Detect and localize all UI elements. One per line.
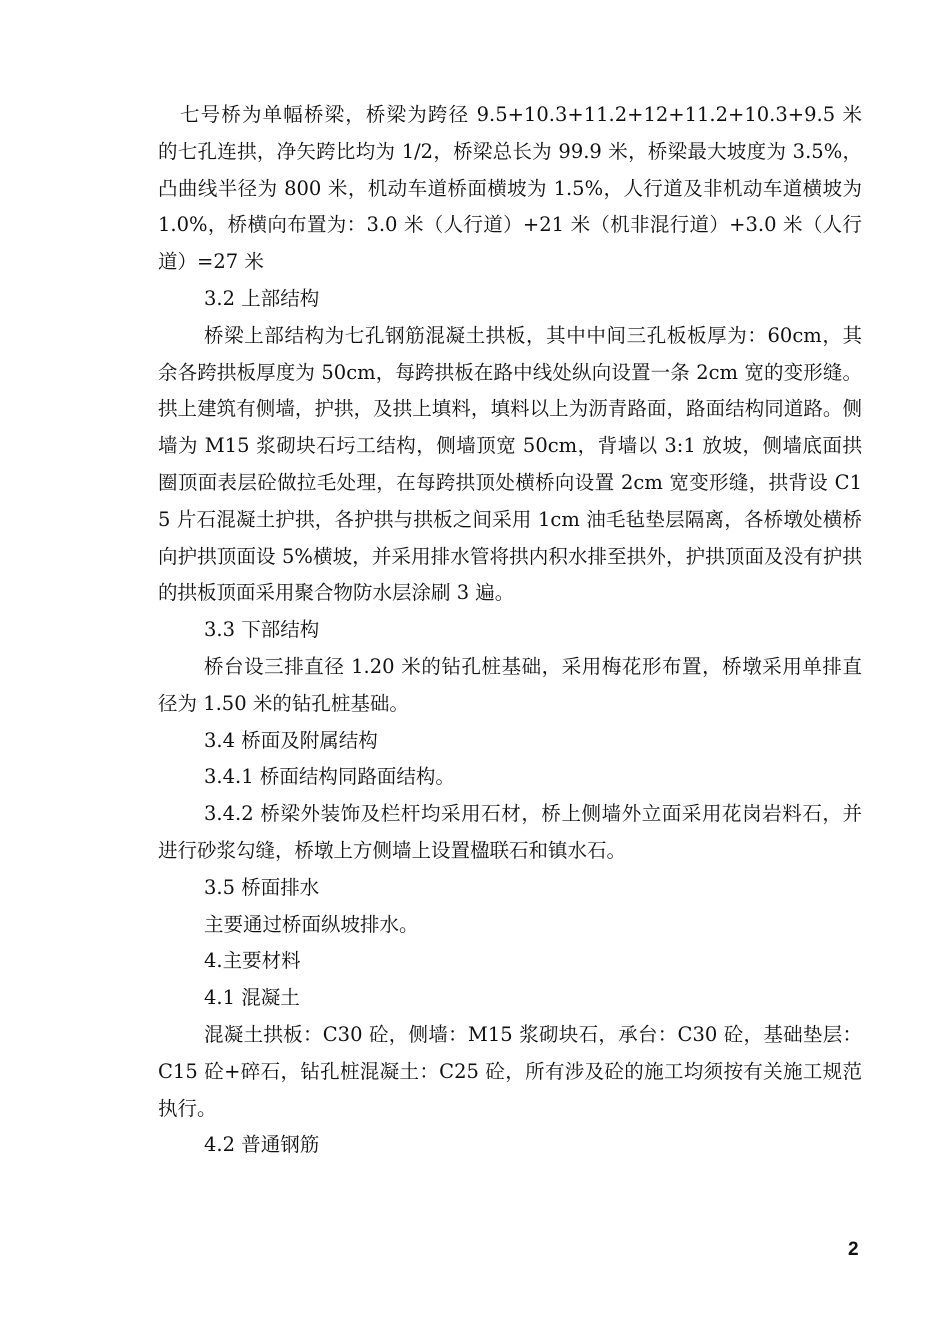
paragraph-deck-drainage: 主要通过桥面纵坡排水。 <box>204 912 419 936</box>
paragraph-concrete: 混凝土拱板：C30 砼，侧墙：M15 浆砌块石，承台：C30 砼，基础垫层：C15 砼+碎石，钻孔桩混凝土：C25 砼，所有涉及砼的施工均须按有关施工规范执行。 <box>158 1022 862 1120</box>
heading-deck-drainage: 3.5 桥面排水 <box>204 875 320 899</box>
paragraph-bridge-overview: 七号桥为单幅桥梁，桥梁为跨径 9.5+10.3+11.2+12+11.2+10.3+9.5 米的七孔连拱，净矢跨比均为 1/2，桥梁总长为 99.9 米，桥梁最大坡度为 3.5%，凸曲线半径为 800 米，机动车道桥面横坡为 1.5%，人行道及非机动车道横坡为 1.0%，桥横向布置为：3.0 米（人行道）+21 米（机非混行道）+3.0 米（人行道）=27 米 <box>158 103 862 274</box>
heading-rebar: 4.2 普通钢筋 <box>204 1133 320 1157</box>
paragraph-superstructure: 桥梁上部结构为七孔钢筋混凝土拱板，其中中间三孔板板厚为：60cm，其余各跨拱板厚度为 50cm，每跨拱板在路中线处纵向设置一条 2cm 宽的变形缝。拱上建筑有侧墙，护拱，及拱上填料，填料以上为沥青路面，路面结构同道路。侧墙为 M15 浆砌块石圬工结构，侧墙顶宽 50cm，背墙以 3:1 放坡，侧墙底面拱圈顶面表层砼做拉毛处理，在每跨拱顶处横桥向设置 2cm 宽变形缝，拱背设 C15 片石混凝土护拱，各护拱与拱板之间采用 1cm 油毛毡垫层隔离，各桥墩处横桥向护拱顶面设 5%横坡，并采用排水管将拱内积水排至拱外，护拱顶面及没有护拱的拱板顶面采用聚合物防水层涂刷 3 遍。 <box>158 323 862 605</box>
page-number: 2 <box>848 1239 859 1260</box>
heading-main-materials: 4.主要材料 <box>204 949 301 973</box>
heading-superstructure: 3.2 上部结构 <box>204 286 320 310</box>
heading-concrete: 4.1 混凝土 <box>204 986 300 1010</box>
paragraph-substructure: 桥台设三排直径 1.20 米的钻孔桩基础，采用梅花形布置，桥墩采用单排直径为 1.50 米的钻孔桩基础。 <box>158 654 862 715</box>
paragraph-deck-structure: 3.4.1 桥面结构同路面结构。 <box>204 765 455 789</box>
heading-deck-ancillary: 3.4 桥面及附属结构 <box>204 728 378 752</box>
heading-substructure: 3.3 下部结构 <box>204 618 320 642</box>
paragraph-decoration-railing: 3.4.2 桥梁外装饰及栏杆均采用石材，桥上侧墙外立面采用花岗岩料石，并进行砂浆勾缝，桥墩上方侧墙上设置楹联石和镇水石。 <box>158 802 862 862</box>
page-content <box>158 97 862 1164</box>
